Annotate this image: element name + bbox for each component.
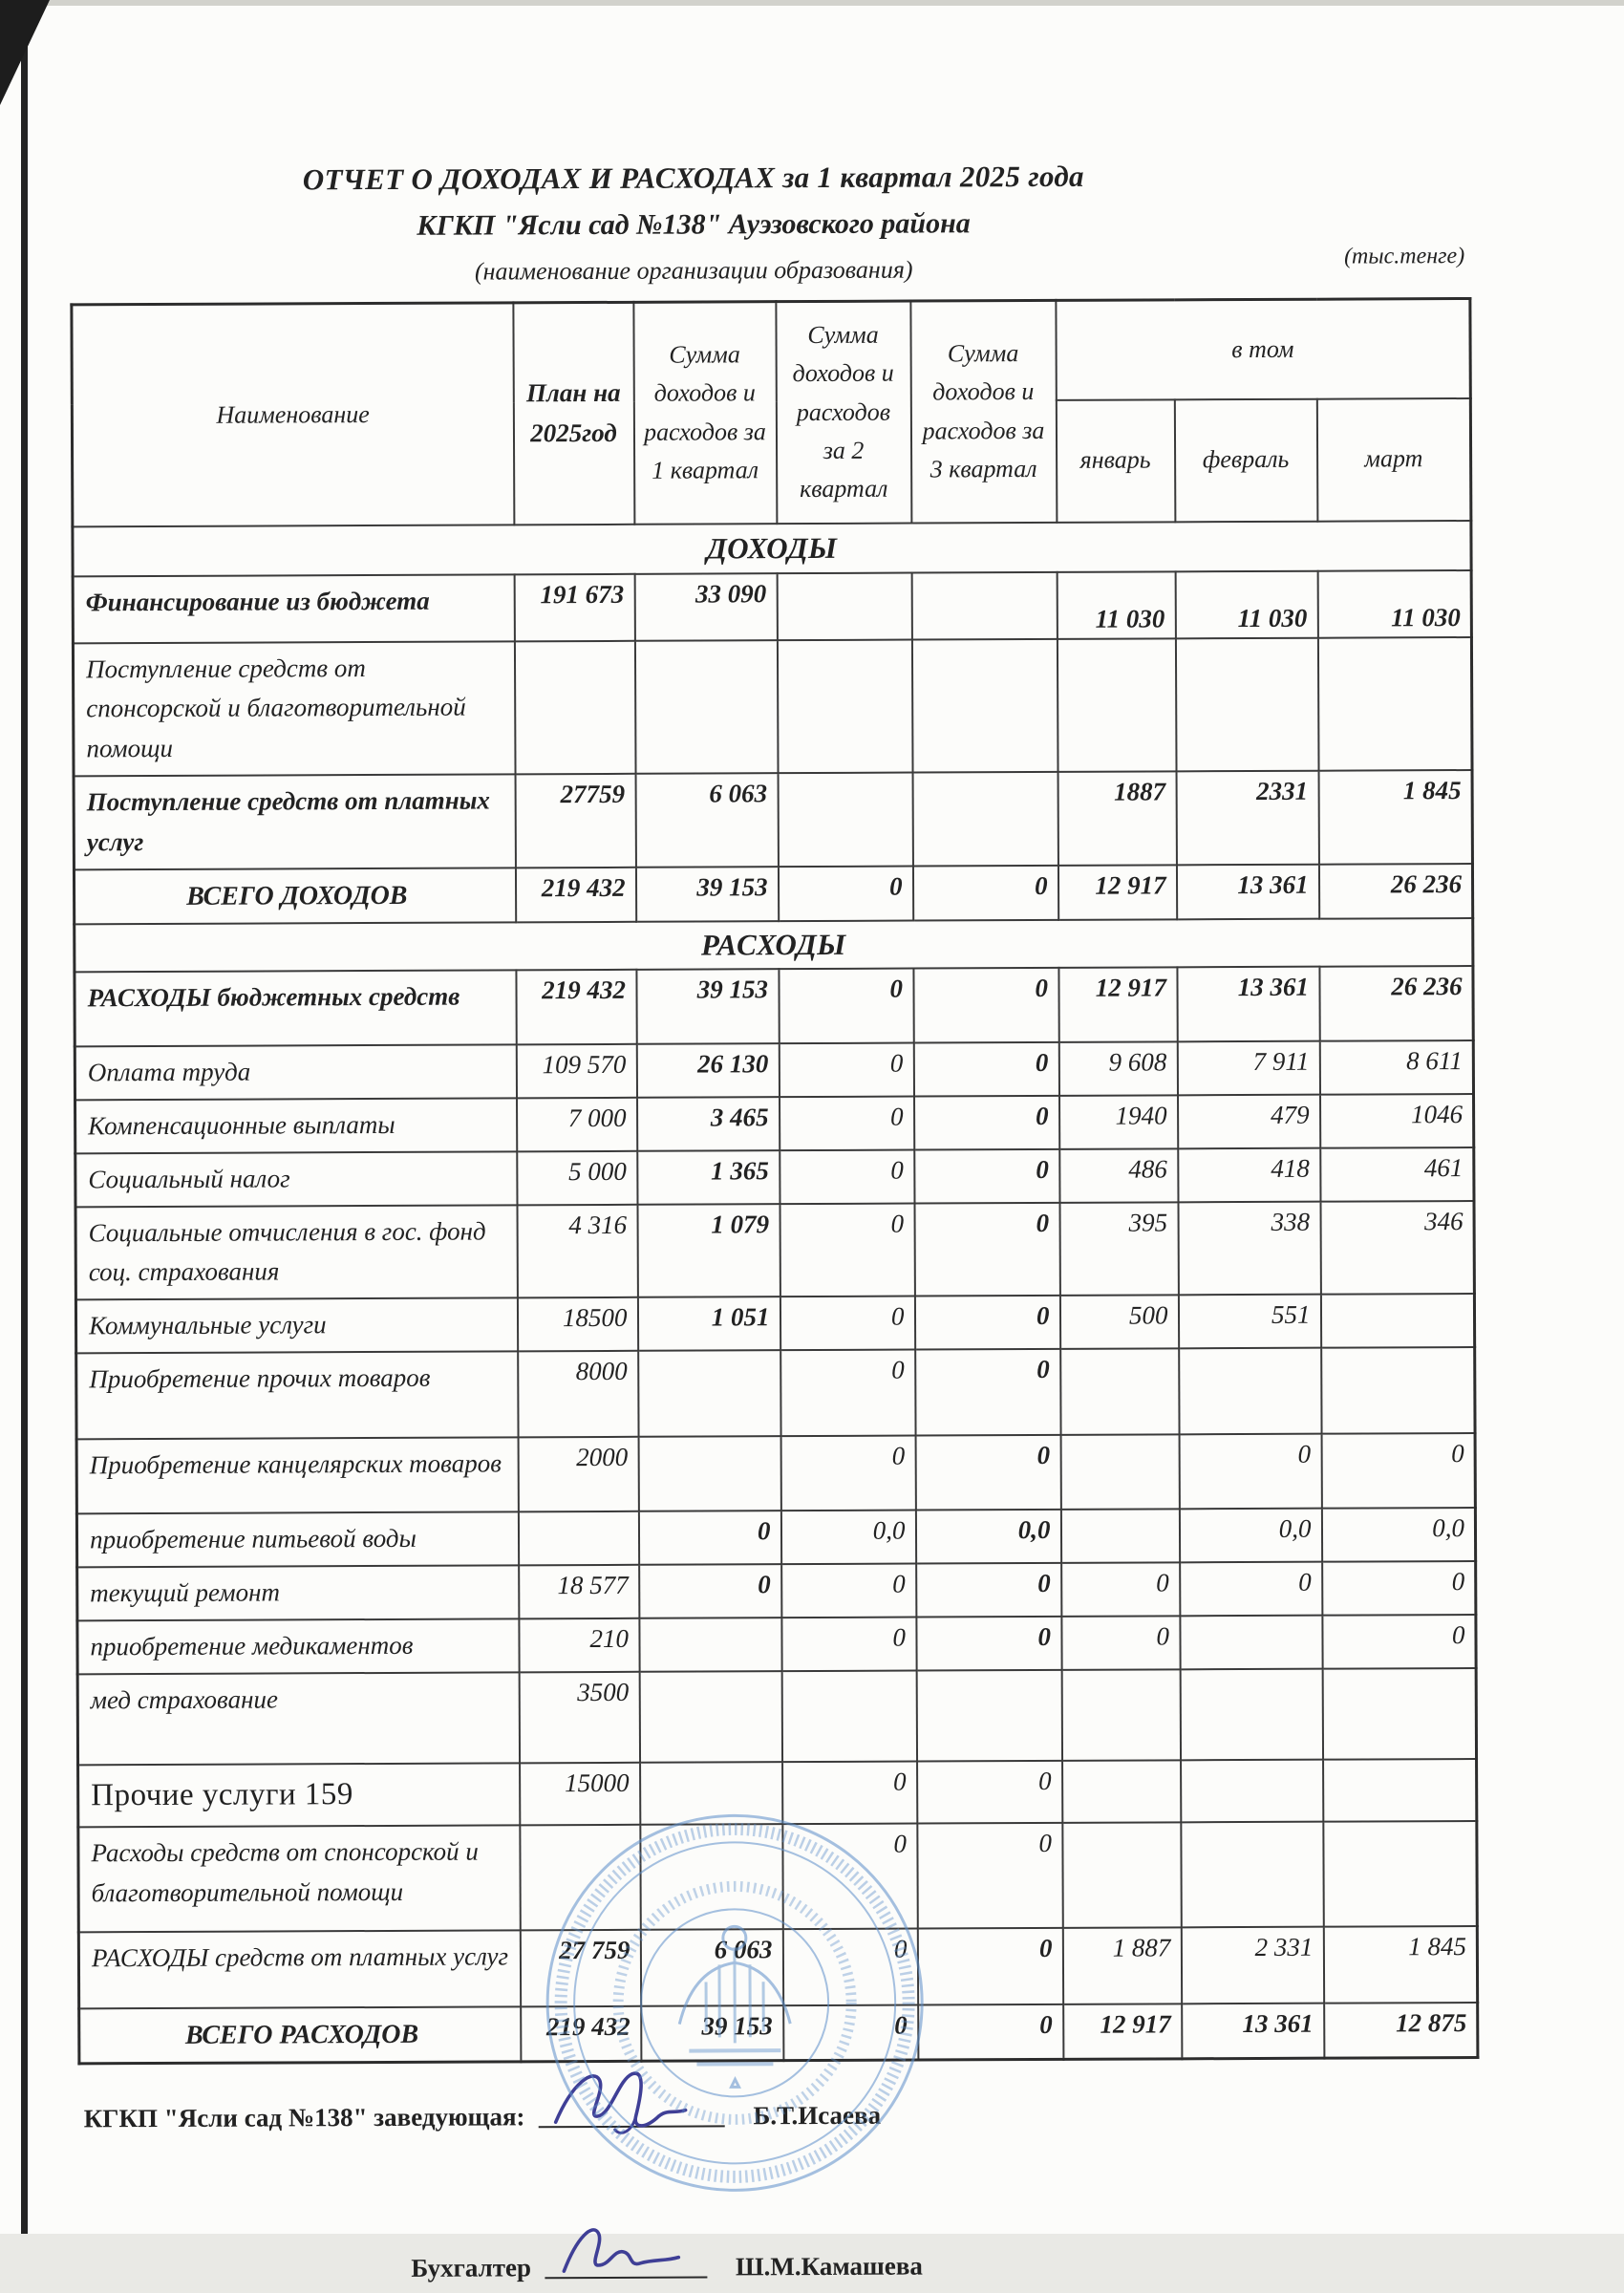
cell-value: 0 [780, 1436, 915, 1511]
cell-value: 0 [914, 1096, 1059, 1150]
cell-value: 6 063 [635, 773, 778, 867]
cell-value: 18500 [517, 1297, 637, 1351]
accountant-handwritten-signature [550, 2214, 713, 2291]
cell-value: 0 [914, 1149, 1059, 1204]
cell-value: 0 [782, 1928, 917, 2005]
row-label: Оплата труда [75, 1044, 516, 1100]
cell-value: 15000 [520, 1763, 640, 1826]
cell-value [1321, 1347, 1475, 1434]
cell-value: 1 887 [1062, 1927, 1181, 2004]
cell-value: 0 [782, 1823, 917, 1929]
cell-value: 0 [780, 1149, 914, 1203]
cell-value [912, 772, 1058, 866]
col-header-march: март [1316, 397, 1471, 521]
cell-value: 39 153 [636, 969, 779, 1044]
cell-value: 191 673 [514, 573, 634, 641]
row-label: мед страхование [77, 1672, 519, 1765]
cell-value [778, 773, 912, 867]
currency-unit-note: (тыс.тенге) [1344, 244, 1464, 270]
cell-value: 338 [1178, 1201, 1320, 1295]
section-row [73, 520, 1471, 575]
cell-value: 39 153 [635, 867, 778, 922]
table-row [76, 1433, 1475, 1513]
cell-value: 0 [914, 1203, 1059, 1297]
cell-value: 13 361 [1182, 2004, 1324, 2060]
cell-value: 219 432 [516, 970, 636, 1045]
table-row [78, 1926, 1477, 2008]
cell-value [1060, 1510, 1179, 1563]
cell-value [1060, 1349, 1179, 1436]
cell-value: 27759 [515, 774, 635, 868]
cell-value: 551 [1178, 1295, 1320, 1348]
cell-value: 0,0 [1179, 1509, 1321, 1562]
cell-value: 0 [1179, 1434, 1321, 1510]
cell-value: 0 [917, 1823, 1062, 1929]
cell-value: 1887 [1058, 771, 1176, 865]
cell-value [777, 572, 911, 640]
table-row [75, 1147, 1474, 1207]
section-row [75, 918, 1473, 972]
col-header-group: в том [1056, 298, 1470, 399]
cell-value: 0 [915, 1435, 1060, 1511]
row-label: Социальные отчисления в гос. фонд соц. страхования [75, 1205, 517, 1300]
accountant-signature-field [545, 2239, 707, 2280]
accountant-name: Ш.М.Камашева [736, 2252, 923, 2282]
table-row [77, 1561, 1476, 1620]
cell-value: 0,0 [915, 1510, 1060, 1564]
col-header-q1: Сумма доходов и расходов за 1 квартал [633, 302, 777, 525]
cell-value [916, 1670, 1061, 1762]
cell-value: 1 845 [1323, 1926, 1477, 2004]
cell-value: 33 090 [634, 573, 777, 641]
cell-value: 2 331 [1181, 1927, 1323, 2004]
cell-value [911, 571, 1057, 639]
cell-value: 9 608 [1058, 1041, 1177, 1095]
cell-value [638, 1436, 780, 1511]
row-label: Поступление средств от платных услуг [74, 774, 515, 869]
col-header-january: январь [1056, 399, 1175, 523]
income-expense-table [70, 297, 1479, 2066]
cell-value: 0 [779, 1043, 913, 1097]
cell-value [518, 1511, 638, 1565]
cell-value: 0 [779, 969, 913, 1044]
cell-value: 2000 [518, 1437, 638, 1512]
table-row [75, 1094, 1474, 1153]
document-header [11, 158, 1378, 288]
cell-value: 0 [916, 1563, 1061, 1618]
cell-value: 1 365 [637, 1150, 780, 1204]
col-header-february: февраль [1174, 398, 1317, 522]
cell-value: 11 030 [1175, 570, 1317, 638]
row-label: приобретение медикаментов [77, 1618, 519, 1674]
signature-block [84, 2084, 1556, 2285]
table-row [74, 770, 1472, 869]
director-handwritten-signature [544, 2063, 716, 2140]
row-label: ВСЕГО ДОХОДОВ [74, 868, 515, 924]
cell-value: 7 000 [517, 1098, 637, 1151]
cell-value [1057, 638, 1176, 772]
row-label: Финансирование из бюджета [73, 574, 514, 643]
cell-value: 0 [638, 1511, 780, 1564]
cell-value: 486 [1059, 1148, 1178, 1202]
table-row [76, 1347, 1475, 1439]
col-header-plan: План на 2025год [513, 302, 634, 525]
row-label: текущий ремонт [77, 1565, 519, 1620]
cell-value: 13 361 [1177, 967, 1319, 1042]
organization-caption: (наименование организации образования) [11, 253, 1377, 288]
table-row [79, 2003, 1478, 2064]
cell-value: 109 570 [516, 1044, 636, 1098]
row-label: Прочие услуги 159 [78, 1763, 520, 1827]
cell-value: 2331 [1176, 771, 1318, 865]
director-name: Б.Т.Исаева [753, 2101, 881, 2132]
cell-value [1062, 1822, 1181, 1928]
cell-value: 0 [781, 1617, 916, 1670]
cell-value: 26 236 [1318, 864, 1472, 919]
cell-value: 3 465 [637, 1097, 780, 1150]
cell-value [1062, 1760, 1181, 1823]
cell-value: 13 361 [1176, 864, 1318, 919]
cell-value: 0 [1061, 1616, 1180, 1669]
cell-value: 0,0 [780, 1511, 915, 1564]
cell-value: 18 577 [519, 1565, 639, 1618]
table-row [73, 636, 1472, 776]
row-label: ВСЕГО РАСХОДОВ [79, 2006, 521, 2064]
cell-value: 4 316 [517, 1204, 637, 1297]
cell-value: 6 063 [640, 1929, 782, 2006]
cell-value: 1 079 [637, 1204, 780, 1297]
cell-value: 1046 [1320, 1094, 1474, 1148]
cell-value: 0 [918, 2004, 1063, 2061]
cell-value: 0 [1061, 1562, 1180, 1616]
cell-value: 0 [917, 1761, 1062, 1824]
cell-value [1323, 1821, 1478, 1927]
cell-value: 0 [780, 1096, 914, 1149]
cell-value [514, 640, 635, 774]
col-header-q2: Сумма доходов и расходов за 2 квартал [776, 301, 911, 524]
cell-value: 0 [914, 1296, 1059, 1350]
cell-value: 0 [915, 1349, 1060, 1436]
cell-value: 1 051 [637, 1297, 780, 1350]
director-signature-field [538, 2088, 724, 2129]
cell-value: 219 432 [521, 2006, 641, 2062]
cell-value: 8 611 [1319, 1040, 1473, 1095]
section-title: ДОХОДЫ [73, 520, 1471, 575]
cell-value: 11 030 [1057, 571, 1175, 639]
table-row [75, 1040, 1473, 1100]
col-header-name: Наименование [72, 303, 514, 526]
table-row [77, 1615, 1476, 1674]
cell-value [639, 1618, 781, 1671]
cell-value [640, 1762, 782, 1825]
cell-value: 39 153 [641, 2005, 783, 2062]
cell-value: 0 [780, 1297, 914, 1350]
cell-value [1181, 1759, 1323, 1822]
cell-value: 12 917 [1058, 967, 1177, 1042]
cell-value: 219 432 [515, 868, 635, 923]
row-label: Приобретение канцелярских товаров [76, 1438, 518, 1514]
col-header-q3: Сумма доходов и расходов за 3 квартал [910, 300, 1057, 523]
row-label: Социальный налог [75, 1151, 517, 1207]
cell-value [1180, 1616, 1322, 1669]
cell-value [1323, 1759, 1477, 1822]
cell-value: 0 [913, 1042, 1058, 1097]
row-label: Поступление средств от спонсорской и благотворительной помощи [73, 641, 515, 777]
cell-value: 12 917 [1063, 2004, 1182, 2059]
cell-value [1175, 637, 1318, 771]
cell-value [1179, 1348, 1321, 1435]
cell-value [1317, 636, 1472, 770]
cell-value [1180, 1668, 1322, 1760]
cell-value [640, 1824, 782, 1930]
cell-value [1181, 1822, 1323, 1928]
cell-value: 0 [778, 866, 912, 921]
cell-value [1320, 1294, 1474, 1348]
cell-value: 0 [1180, 1562, 1322, 1616]
cell-value [1061, 1669, 1180, 1761]
header-row-top [72, 298, 1470, 403]
cell-value [1060, 1435, 1179, 1511]
table-row [78, 1759, 1477, 1828]
cell-value: 0 [912, 866, 1058, 921]
row-label: РАСХОДЫ средств от платных услуг [78, 1930, 520, 2008]
cell-value: 0 [1322, 1615, 1476, 1669]
director-signature-line [84, 2084, 1555, 2134]
row-label: Расходы средств от спонсорской и благотворительной помощи [78, 1825, 520, 1932]
cell-value: 26 236 [1319, 966, 1473, 1041]
cell-value: 0 [916, 1617, 1061, 1671]
table-row [78, 1821, 1477, 1932]
cell-value [634, 640, 778, 774]
cell-value: 0 [780, 1203, 914, 1297]
table-row [75, 966, 1473, 1046]
cell-value: 210 [519, 1618, 639, 1672]
cell-value: 12 875 [1324, 2003, 1478, 2059]
cell-value: 26 130 [636, 1043, 779, 1097]
cell-value: 0 [917, 1928, 1062, 2005]
cell-value [520, 1825, 640, 1931]
table-row [74, 864, 1472, 925]
table-row [73, 569, 1471, 642]
cell-value: 1940 [1059, 1095, 1178, 1148]
cell-value: 0,0 [1321, 1508, 1475, 1562]
cell-value: 395 [1059, 1202, 1178, 1296]
section-title: РАСХОДЫ [75, 918, 1473, 972]
cell-value: 0 [781, 1564, 916, 1618]
report-title: ОТЧЕТ О ДОХОДАХ И РАСХОДАХ за 1 квартал 2025 года [11, 158, 1377, 198]
cell-value: 8000 [518, 1351, 638, 1438]
cell-value: 0 [783, 2004, 918, 2061]
cell-value: 0 [913, 968, 1058, 1043]
row-label: РАСХОДЫ бюджетных средств [75, 970, 516, 1046]
cell-value: 12 917 [1058, 865, 1176, 920]
cell-value [911, 638, 1058, 772]
table-row [77, 1668, 1476, 1765]
cell-value [777, 639, 912, 773]
cell-value: 0 [780, 1350, 915, 1437]
cell-value: 0 [639, 1564, 781, 1618]
cell-value: 500 [1059, 1296, 1178, 1349]
row-label: Компенсационные выплаты [75, 1098, 517, 1153]
cell-value: 11 030 [1317, 569, 1471, 637]
accountant-signature-label: Бухгалтер [411, 2254, 531, 2284]
row-label: приобретение питьевой воды [76, 1512, 518, 1568]
table-row [75, 1294, 1474, 1353]
cell-value: 418 [1178, 1147, 1320, 1201]
cell-value [639, 1671, 781, 1763]
table-row [75, 1201, 1474, 1300]
cell-value: 0 [1322, 1561, 1476, 1616]
director-signature-label: КГКП "Ясли сад №138" заведующая: [84, 2103, 525, 2134]
row-label: Коммунальные услуги [75, 1298, 517, 1354]
organization-name: КГКП "Ясли сад №138" Ауэзовского района [11, 205, 1377, 244]
cell-value: 27 759 [520, 1930, 640, 2007]
cell-value: 5 000 [517, 1151, 637, 1205]
cell-value [1322, 1668, 1476, 1760]
cell-value: 479 [1178, 1095, 1320, 1148]
cell-value: 0 [1321, 1433, 1475, 1509]
cell-value: 7 911 [1177, 1041, 1319, 1095]
cell-value: 1 845 [1318, 770, 1472, 864]
table-row [76, 1508, 1475, 1567]
accountant-signature-line [84, 2235, 1555, 2285]
cell-value: 3500 [519, 1672, 639, 1764]
row-label: Приобретение прочих товаров [76, 1352, 518, 1440]
cell-value [638, 1350, 780, 1437]
cell-value: 0 [782, 1761, 917, 1824]
cell-value: 461 [1320, 1147, 1474, 1202]
cell-value [781, 1670, 916, 1762]
cell-value: 346 [1320, 1201, 1474, 1295]
